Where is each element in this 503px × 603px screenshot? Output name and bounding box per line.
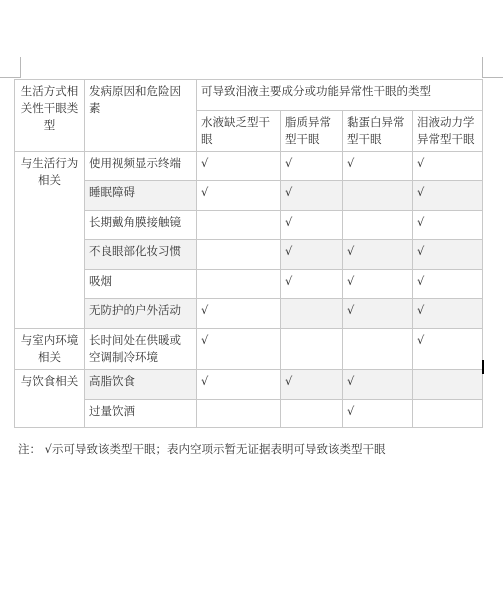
check-mark — [197, 400, 281, 428]
check-mark — [343, 181, 413, 211]
cause-cell: 高脂饮食 — [85, 370, 197, 400]
group-label: 与室内环境相关 — [15, 329, 85, 370]
check-mark: √ — [281, 211, 343, 240]
cause-cell: 长时间处在供暖或空调制冷环境 — [85, 329, 197, 370]
check-mark — [197, 211, 281, 240]
table-row — [15, 299, 483, 329]
check-mark — [343, 211, 413, 240]
check-mark: √ — [281, 181, 343, 211]
check-mark: √ — [197, 152, 281, 181]
header-lifestyle-type: 生活方式相关性干眼类型 — [15, 80, 85, 152]
check-mark: √ — [281, 152, 343, 181]
check-mark: √ — [413, 270, 483, 299]
group-label: 与饮食相关 — [15, 370, 85, 428]
check-mark: √ — [343, 299, 413, 329]
text-cursor — [482, 360, 484, 374]
check-mark: √ — [413, 329, 483, 370]
check-mark — [343, 329, 413, 370]
check-mark: √ — [413, 240, 483, 270]
table-row — [15, 370, 483, 400]
check-mark: √ — [197, 181, 281, 211]
crop-mark — [0, 77, 20, 78]
table-row — [15, 400, 483, 428]
dry-eye-table — [14, 79, 483, 428]
check-mark — [281, 299, 343, 329]
cause-cell: 睡眠障碍 — [85, 181, 197, 211]
header-span-title: 可导致泪液主要成分或功能异常性干眼的类型 — [197, 80, 483, 111]
check-mark: √ — [343, 270, 413, 299]
table-row — [15, 240, 483, 270]
check-mark: √ — [413, 299, 483, 329]
table-row — [15, 270, 483, 299]
cause-cell: 过量饮酒 — [85, 400, 197, 428]
check-mark: √ — [413, 152, 483, 181]
crop-mark — [20, 57, 21, 78]
header-causes: 发病原因和危险因素 — [85, 80, 197, 152]
header-subtype: 黏蛋白异常型干眼 — [343, 111, 413, 152]
check-mark: √ — [197, 299, 281, 329]
header-subtype: 脂质异常型干眼 — [281, 111, 343, 152]
cause-cell: 使用视频显示终端 — [85, 152, 197, 181]
cause-cell: 不良眼部化妆习惯 — [85, 240, 197, 270]
crop-mark — [482, 77, 503, 78]
check-mark: √ — [343, 400, 413, 428]
table-row — [15, 181, 483, 211]
check-mark: √ — [197, 329, 281, 370]
check-mark — [197, 240, 281, 270]
check-mark: √ — [281, 240, 343, 270]
check-mark — [281, 329, 343, 370]
check-mark — [197, 270, 281, 299]
check-mark — [413, 400, 483, 428]
check-mark: √ — [413, 181, 483, 211]
group-label: 与生活行为相关 — [15, 152, 85, 329]
cause-cell: 无防护的户外活动 — [85, 299, 197, 329]
table-note: 注： √示可导致该类型干眼；表内空项示暂无证据表明可导致该类型干眼 — [18, 442, 386, 456]
check-mark: √ — [343, 370, 413, 400]
table-row — [15, 329, 483, 370]
check-mark: √ — [197, 370, 281, 400]
header-subtype: 水液缺乏型干眼 — [197, 111, 281, 152]
check-mark: √ — [281, 270, 343, 299]
cause-cell: 吸烟 — [85, 270, 197, 299]
crop-mark — [482, 57, 483, 78]
check-mark — [413, 370, 483, 400]
header-subtype: 泪液动力学异常型干眼 — [413, 111, 483, 152]
table-row — [15, 152, 483, 181]
check-mark: √ — [413, 211, 483, 240]
check-mark: √ — [343, 240, 413, 270]
cause-cell: 长期戴角膜接触镜 — [85, 211, 197, 240]
table-row — [15, 211, 483, 240]
check-mark: √ — [343, 152, 413, 181]
check-mark: √ — [281, 370, 343, 400]
check-mark — [281, 400, 343, 428]
